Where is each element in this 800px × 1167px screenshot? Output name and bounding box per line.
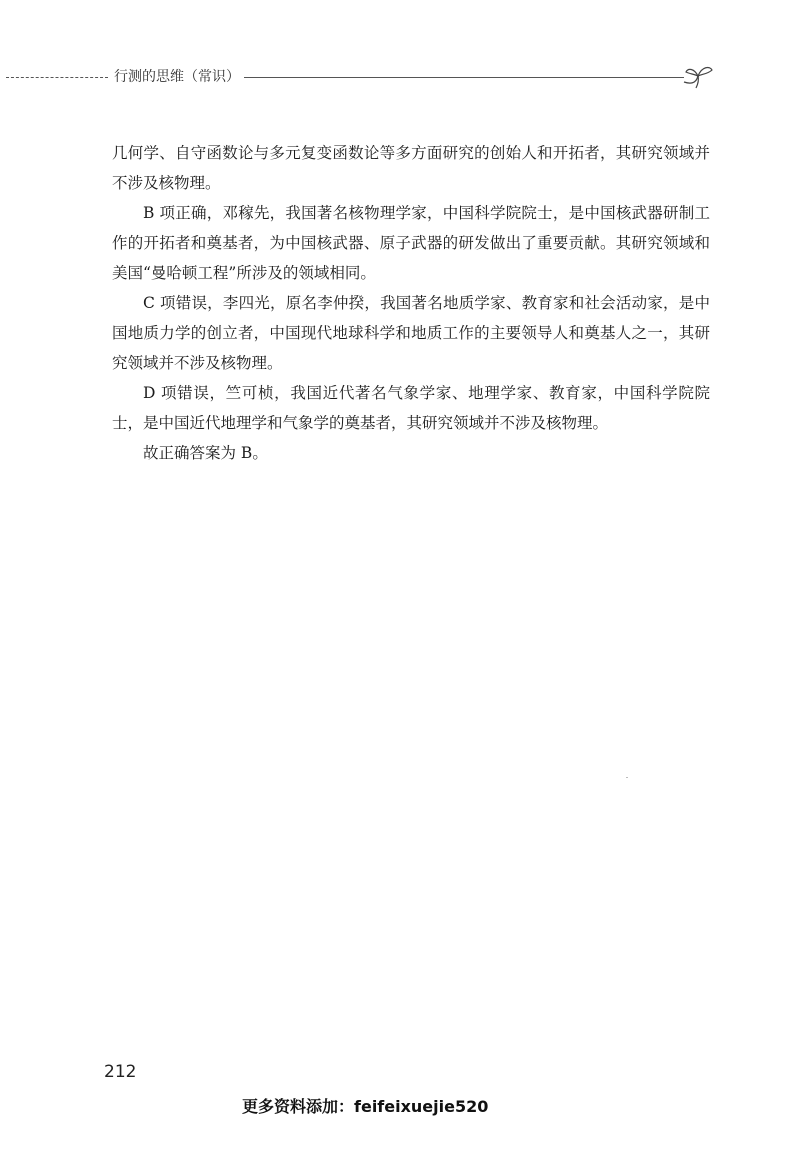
- paragraph-continued: 几何学、自守函数论与多元复变函数论等多方面研究的创始人和开拓者，其研究领域并不涉及核物理。: [112, 144, 710, 192]
- paragraph-option-c: C 项错误，李四光，原名李仲揆，我国著名地质学家、教育家和社会活动家，是中国地质力学的创立者，中国现代地球科学和地质工作的主要领导人和奠基人之一，其研究领域并不涉及核物理。: [112, 294, 710, 372]
- header-rule-right: [244, 77, 684, 78]
- header-title: 行测的思维（常识）: [114, 69, 240, 85]
- paragraph-option-d: D 项错误，竺可桢，我国近代著名气象学家、地理学家、教育家，中国科学院院士，是中国近代地理学和气象学的奠基者，其研究领域并不涉及核物理。: [112, 384, 710, 432]
- footer-note: 更多资料添加：feifeixuejie520: [242, 1097, 489, 1116]
- header-rule-left: [6, 77, 108, 78]
- running-header: [0, 62, 800, 92]
- scan-speck: [626, 777, 628, 778]
- paragraph-option-b: B 项正确，邓稼先，我国著名核物理学家，中国科学院院士，是中国核武器研制工作的开拓者和奠基者，为中国核武器、原子武器的研发做出了重要贡献。其研究领域和美国“曼哈顿工程”所涉及的领域相同。: [112, 204, 710, 282]
- page-number: 212: [104, 1062, 137, 1082]
- body-text: [112, 138, 710, 468]
- paragraph-answer: 故正确答案为 B。: [143, 444, 268, 462]
- sprout-icon: [680, 62, 716, 90]
